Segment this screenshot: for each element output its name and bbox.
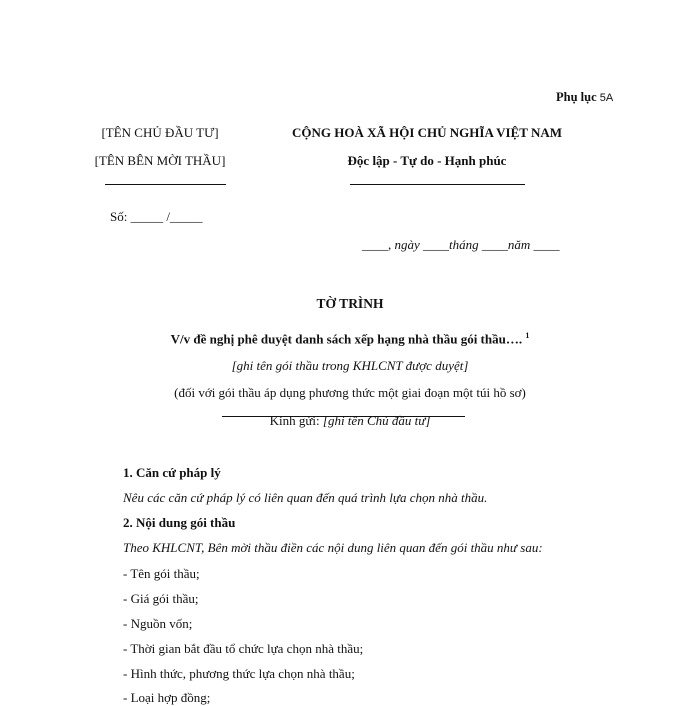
list-item: - Tên gói thầu;	[123, 566, 200, 581]
right-header-rule	[350, 184, 525, 185]
applies-to-note: (đối với gói thầu áp dụng phương thức một giai đoạn một túi hồ sơ)	[174, 385, 526, 400]
date-blank-month: ____	[478, 237, 508, 252]
bid-solicitor-name: [TÊN BÊN MỜI THẦU]	[94, 153, 226, 168]
document-number: Số: _____ /_____	[110, 209, 203, 224]
recipient-label: Kính gửi:	[269, 413, 323, 428]
recipient-value: [ghi tên Chủ đầu tư]	[322, 413, 431, 428]
document-title: TỜ TRÌNH	[316, 296, 384, 311]
list-item: - Thời gian bắt đầu tổ chức lựa chọn nhà thầu;	[123, 641, 364, 656]
document-subject	[0, 331, 700, 347]
list-item: - Giá gói thầu;	[123, 591, 199, 606]
list-item: - Loại hợp đồng;	[123, 690, 211, 705]
section-1-note: Nêu các căn cứ pháp lý có liên quan đến quá trình lựa chọn nhà thầu.	[123, 490, 488, 505]
list-item: - Nguồn vốn;	[123, 616, 193, 631]
date-blank-day: ____	[419, 237, 450, 252]
appendix-number: 5A	[599, 92, 614, 104]
national-motto: Độc lập - Tự do - Hạnh phúc	[347, 153, 507, 168]
subject-footnote-mark: 1	[525, 331, 530, 340]
date-line	[362, 237, 560, 253]
date-blank-year: ____	[530, 237, 560, 252]
package-name-hint: [ghi tên gói thầu trong KHLCNT được duyệt]	[231, 358, 469, 373]
investor-name: [TÊN CHỦ ĐẦU TƯ]	[101, 125, 219, 140]
list-item: - Hình thức, phương thức lựa chọn nhà thầu;	[123, 666, 355, 681]
section-2-heading: 2. Nội dung gói thầu	[123, 515, 236, 530]
date-year-label: năm	[507, 237, 531, 252]
recipient-rule	[222, 416, 465, 417]
section-1-heading: 1. Căn cứ pháp lý	[123, 465, 221, 480]
date-day-label: ngày	[394, 237, 420, 252]
section-2-note: Theo KHLCNT, Bên mời thầu điền các nội dung liên quan đến gói thầu như sau:	[123, 540, 543, 555]
appendix-word: Phụ lục	[556, 90, 597, 104]
left-header-rule	[105, 184, 226, 185]
subject-text: V/v đề nghị phê duyệt danh sách xếp hạng nhà thầu gói thầu….	[170, 331, 523, 347]
appendix-label	[556, 90, 613, 105]
country-name: CỘNG HOÀ XÃ HỘI CHỦ NGHĨA VIỆT NAM	[291, 125, 563, 140]
date-month-label: tháng	[449, 237, 479, 252]
date-blank-place: ____,	[362, 237, 395, 252]
